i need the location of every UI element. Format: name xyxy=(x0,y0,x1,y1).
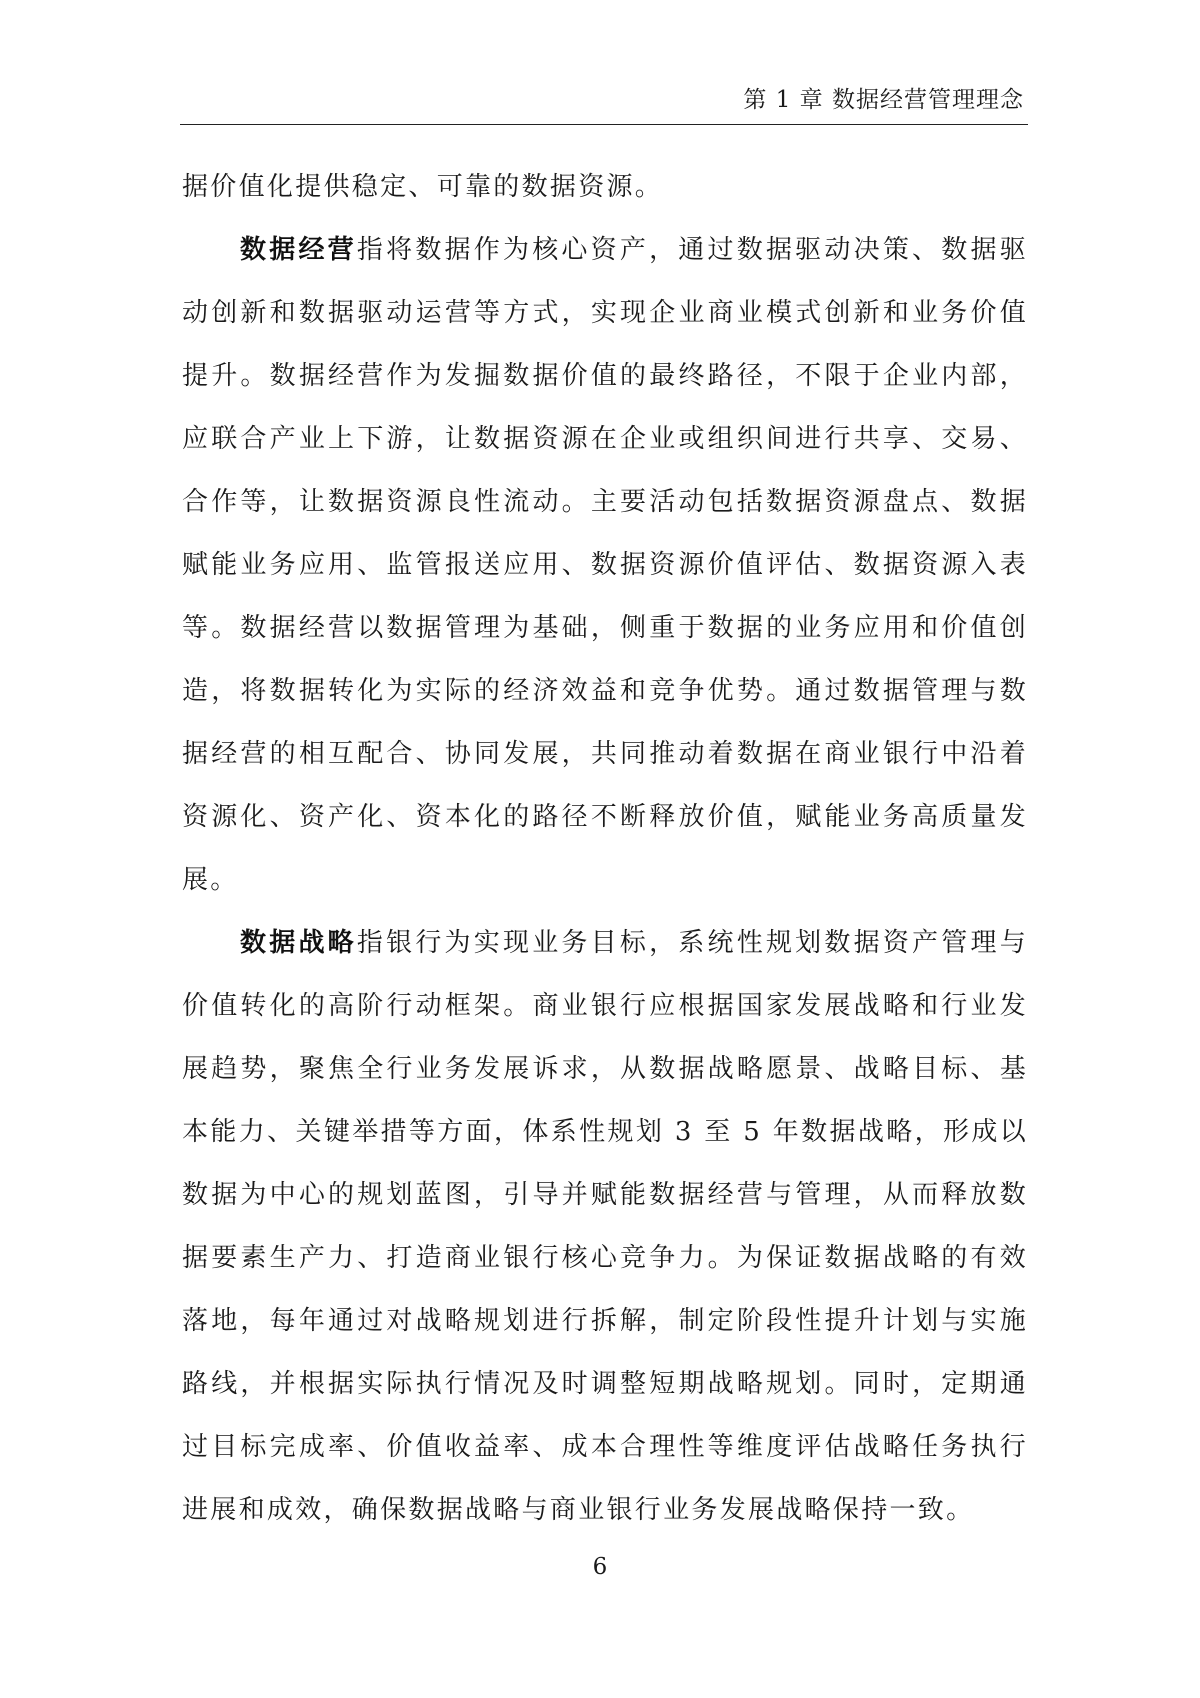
page-number: 6 xyxy=(592,1554,608,1580)
paragraph-text: 指银行为实现业务目标，系统性规划数据资产管理与价值转化的高阶行动框架。商业银行应根据国家发展战略和行业发展趋势，聚焦全行业务发展诉求，从数据战略愿景、战略目标、基本能力、关键举措等方面，体系性规划 3 至 5 年数据战略，形成以数据为中心的规划蓝图，引导并赋能数据经营与管理，从而释放数据要素生产力、打造商业银行核心竞争力。为保证数据战略的有效落地，每年通过对战略规划进行拆解，制定阶段性提升计划与实施路线，并根据实际执行情况及时调整短期战略规划。同时，定期通过目标完成率、价值收益率、成本合理性等维度评估战略任务执行进展和成效，确保数据战略与商业银行业务发展战略保持一致。 xyxy=(182,928,1029,1525)
paragraph-data-operation xyxy=(182,219,1028,912)
running-head-title: 第 1 章 数据经营管理理念 xyxy=(743,87,1024,113)
paragraph-continuation xyxy=(182,156,1028,219)
paragraph-text: 据价值化提供稳定、可靠的数据资源。 xyxy=(182,172,664,202)
body-text xyxy=(182,156,1028,1542)
paragraph-data-strategy xyxy=(182,912,1028,1542)
term-data-operation: 数据经营 xyxy=(240,235,357,265)
paragraph-text: 指将数据作为核心资产，通过数据驱动决策、数据驱动创新和数据驱动运营等方式，实现企业商业模式创新和业务价值提升。数据经营作为发掘数据价值的最终路径，不限于企业内部，应联合产业上下游，让数据资源在企业或组织间进行共享、交易、合作等，让数据资源良性流动。主要活动包括数据资源盘点、数据赋能业务应用、监管报送应用、数据资源价值评估、数据资源入表等。数据经营以数据管理为基础，侧重于数据的业务应用和价值创造，将数据转化为实际的经济效益和竞争优势。通过数据管理与数据经营的相互配合、协同发展，共同推动着数据在商业银行中沿着资源化、资产化、资本化的路径不断释放价值，赋能业务高质量发展。 xyxy=(182,235,1029,895)
term-data-strategy: 数据战略 xyxy=(240,928,357,958)
page-header xyxy=(180,84,1028,125)
